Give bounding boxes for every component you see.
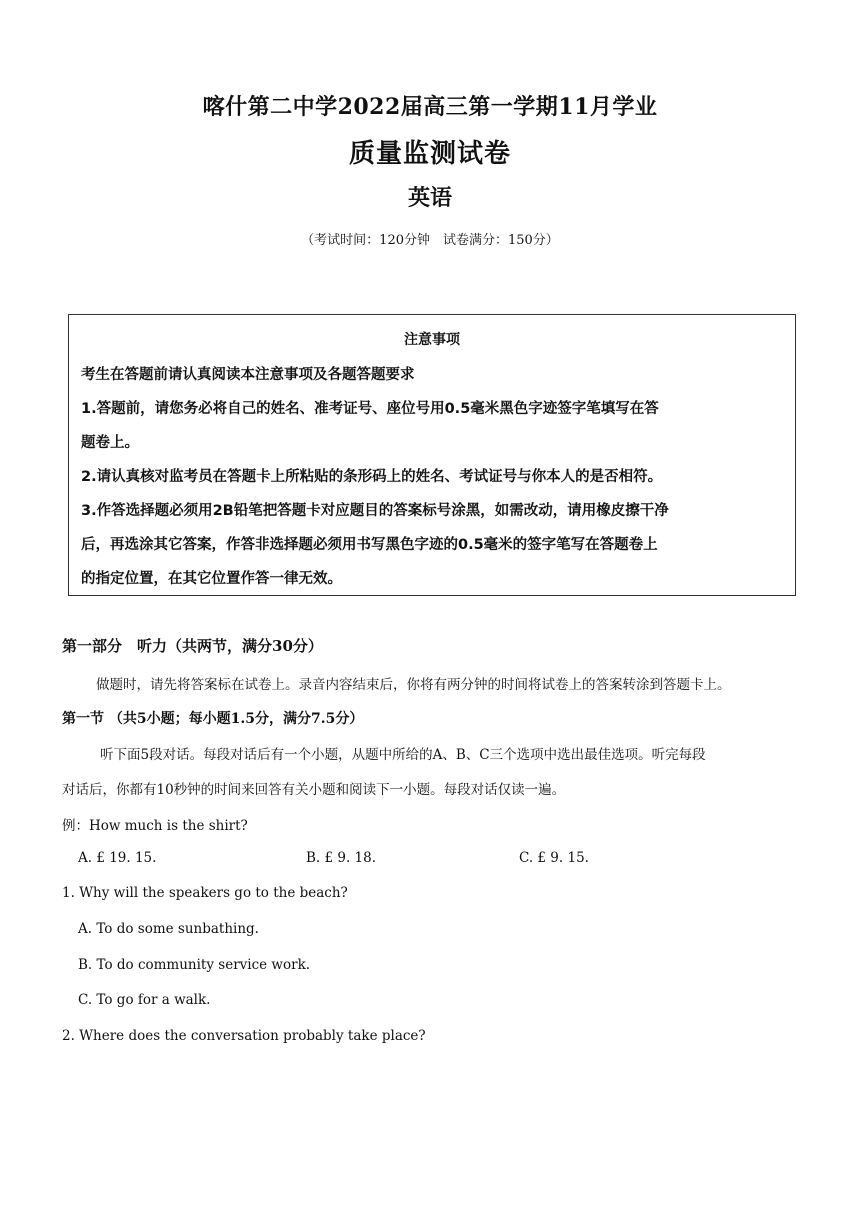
notice-box	[68, 314, 796, 596]
notice-line: 后，再选涂其它答案，作答非选择题必须用书写黑色字迹的0.5毫米的签字笔写在答题卷上	[81, 537, 658, 553]
notice-line: 的指定位置，在其它位置作答一律无效。	[81, 571, 342, 587]
subject-title: 英语	[407, 185, 452, 211]
part1-heading: 第一部分 听力（共两节，满分30分）	[62, 637, 323, 655]
example-option-c: C. £ 9. 15.	[519, 850, 589, 866]
question-1-option-c: C. To go for a walk.	[78, 992, 211, 1008]
notice-line: 3.作答选择题必须用2B铅笔把答题卡对应题目的答案标号涂黑，如需改动，请用橡皮擦干净	[81, 503, 669, 519]
part1-instruction: 做题时，请先将答案标在试卷上。录音内容结束后，你将有两分钟的时间将试卷上的答案转涂到答题卡上。	[96, 677, 731, 693]
exam-title-line2: 质量监测试卷	[348, 139, 511, 169]
notice-intro: 考生在答题前请认真阅读本注意事项及各题答题要求	[81, 367, 415, 383]
question-1-option-a: A. To do some sunbathing.	[78, 921, 259, 937]
question-1: 1. Why will the speakers go to the beach?	[62, 885, 348, 901]
example-option-a: A. £ 19. 15.	[78, 850, 157, 866]
section1-heading: 第一节 （共5小题；每小题1.5分，满分7.5分）	[62, 711, 364, 727]
notice-line: 题卷上。	[81, 435, 139, 451]
notice-line: 2.请认真核对监考员在答题卡上所粘贴的条形码上的姓名、考试证号与你本人的是否相符。	[81, 469, 663, 485]
exam-info: （考试时间：120分钟 试卷满分：150分）	[301, 233, 559, 248]
section1-instruction: 对话后，你都有10秒钟的时间来回答有关小题和阅读下一小题。每段对话仅读一遍。	[62, 782, 566, 798]
example-option-b: B. £ 9. 18.	[306, 850, 377, 866]
example-question: 例：How much is the shirt?	[62, 818, 248, 834]
section1-instruction: 听下面5段对话。每段对话后有一个小题，从题中所给的A、B、C三个选项中选出最佳选项。听完每段	[100, 747, 706, 763]
notice-title: 注意事项	[404, 332, 460, 348]
exam-title-line1: 喀什第二中学2022届高三第一学期11月学业	[202, 94, 658, 120]
notice-line: 1.答题前，请您务必将自己的姓名、准考证号、座位号用0.5毫米黑色字迹签字笔填写在答	[81, 401, 659, 417]
question-1-option-b: B. To do community service work.	[78, 957, 311, 973]
question-2: 2. Where does the conversation probably take place?	[62, 1028, 426, 1044]
